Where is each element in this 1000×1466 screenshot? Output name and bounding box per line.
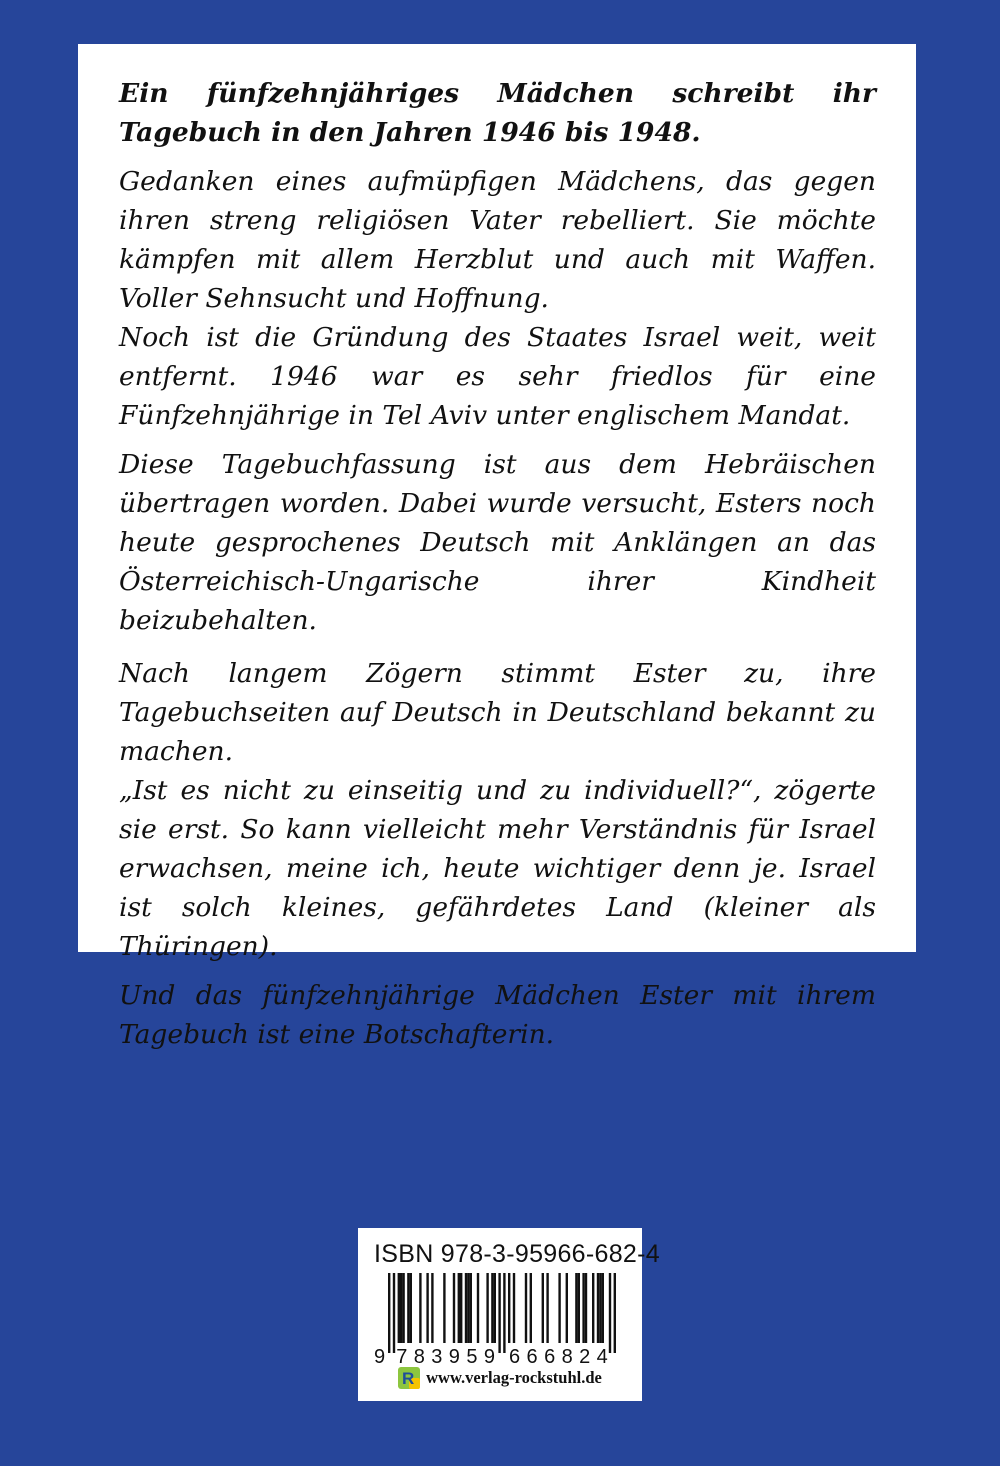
barcode-bar bbox=[470, 1273, 472, 1343]
barcode-bar bbox=[575, 1273, 577, 1343]
publisher-url-link[interactable]: www.verlag-rockstuhl.de bbox=[426, 1368, 602, 1387]
barcode-digit-first: 9 bbox=[374, 1346, 386, 1365]
barcode-bar bbox=[419, 1273, 421, 1343]
barcode-digits-left: 783959 bbox=[396, 1346, 495, 1365]
barcode-bar bbox=[530, 1273, 532, 1343]
body-paragraph: Noch ist die Gründung des Staates Israel weit, weit entfernt. 1946 war es sehr friedlos für eine Fünfzehnjährige in Tel Aviv unter englischem Mandat. bbox=[119, 322, 876, 431]
barcode-bar bbox=[407, 1273, 409, 1343]
barcode-bar bbox=[542, 1273, 544, 1343]
barcode-bar bbox=[426, 1273, 428, 1343]
body-paragraph: Gedanken eines aufmüpfigen Mädchens, das gegen ihren streng religiösen Vater rebelliert. Sie möchte kämpfen mit allem Herzblut und auch mit Waffen. Voller Sehnsucht und Hoffnung. bbox=[119, 166, 876, 314]
barcode-bar bbox=[443, 1273, 445, 1343]
barcode-bar bbox=[400, 1273, 402, 1343]
barcode-bar bbox=[486, 1273, 488, 1343]
barcode-bar bbox=[467, 1273, 469, 1343]
barcode-bar bbox=[398, 1273, 400, 1343]
barcode-bar bbox=[582, 1273, 584, 1343]
barcode-bar bbox=[597, 1273, 599, 1343]
barcode-digits-right: 666824 bbox=[509, 1346, 608, 1365]
logo-letter: R bbox=[402, 1369, 415, 1388]
barcode-bar bbox=[599, 1273, 601, 1343]
barcode-bar bbox=[585, 1273, 587, 1343]
publisher-logo-icon bbox=[398, 1367, 420, 1389]
barcode-bar bbox=[578, 1273, 580, 1343]
barcode-bar bbox=[402, 1273, 404, 1343]
barcode-bar bbox=[498, 1273, 500, 1353]
barcode-bar bbox=[388, 1273, 390, 1353]
isbn-barcode-box bbox=[358, 1228, 660, 1401]
publisher-row bbox=[374, 1367, 626, 1389]
barcode-bar bbox=[566, 1273, 568, 1343]
barcode-bar bbox=[503, 1273, 505, 1353]
barcode-icon bbox=[374, 1273, 626, 1365]
barcode-bar bbox=[508, 1273, 510, 1343]
barcode-bar bbox=[525, 1273, 527, 1343]
barcode-bar bbox=[513, 1273, 515, 1343]
body-paragraph: Diese Tagebuchfassung ist aus dem Hebräischen übertragen worden. Dabei wurde versucht, Esters noch heute gesprochenes Deutsch mit Anklängen an das Österreichisch-Ungarische ihrer Kindheit beizubehalten. bbox=[119, 449, 876, 636]
barcode-bar bbox=[465, 1273, 467, 1343]
lead-paragraph: Ein fünfzehnjähriges Mädchen schreibt ihr Tagebuch in den Jahren 1946 bis 1948. bbox=[119, 78, 876, 148]
barcode-bar bbox=[393, 1273, 395, 1353]
barcode-bar bbox=[453, 1273, 455, 1343]
barcode-bar bbox=[592, 1273, 594, 1343]
barcode-bar bbox=[431, 1273, 433, 1343]
barcode-bar bbox=[602, 1273, 604, 1343]
body-paragraph: Nach langem Zögern stimmt Ester zu, ihre Tagebuchseiten auf Deutsch in Deutschland bekannt zu machen. bbox=[119, 658, 876, 767]
closing-paragraph: Und das fünfzehnjährige Mädchen Ester mit ihrem Tagebuch ist eine Botschafterin. bbox=[119, 980, 876, 1050]
barcode-bar bbox=[460, 1273, 462, 1343]
description-panel bbox=[78, 44, 916, 1050]
barcode-bar bbox=[410, 1273, 412, 1343]
barcode-bar bbox=[558, 1273, 560, 1343]
barcode-bar bbox=[477, 1273, 479, 1343]
barcode-bar bbox=[546, 1273, 548, 1343]
barcode-bar bbox=[491, 1273, 493, 1343]
barcode-bar bbox=[614, 1273, 616, 1353]
isbn-label: ISBN 978-3-95966-682-4 bbox=[374, 1240, 660, 1268]
barcode-bar bbox=[609, 1273, 611, 1353]
barcode-bar bbox=[494, 1273, 496, 1343]
quote-paragraph: „Ist es nicht zu einseitig und zu individuell?“, zögerte sie erst. So kann vielleicht mehr Verständnis für Israel erwachsen, meine ich, heute wichtiger denn je. Israel ist solch kleines, gefährdetes Land (kleiner als Thüringen). bbox=[119, 775, 876, 962]
barcode-bar bbox=[458, 1273, 460, 1343]
